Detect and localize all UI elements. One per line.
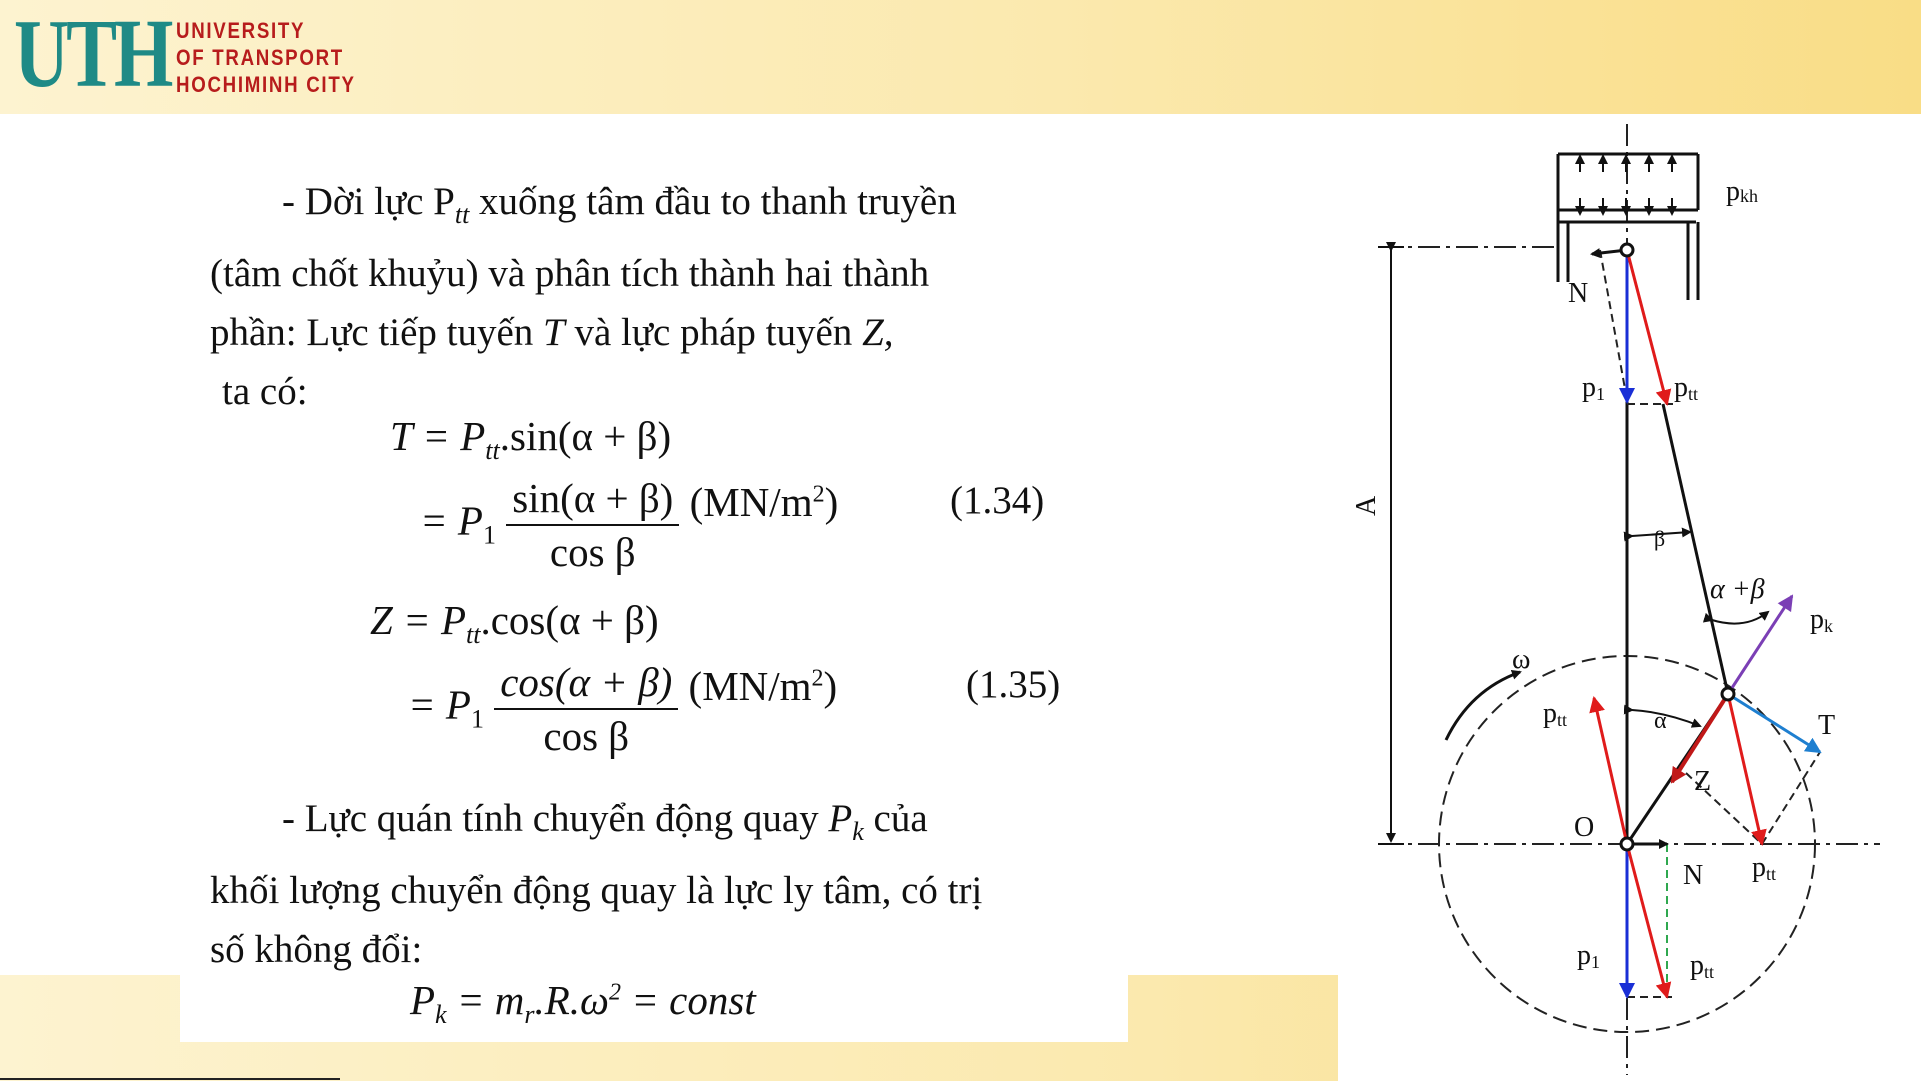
- ptt-bottom-arrow: [1627, 844, 1667, 997]
- label-ptt-left: ptt: [1543, 698, 1568, 730]
- eq135-lhs: Z = P: [370, 597, 467, 643]
- label-p1-top: p1: [1582, 372, 1605, 404]
- T-arrow: [1728, 694, 1820, 752]
- label-alpha-beta: α +β: [1710, 574, 1765, 605]
- eq135-lhs-rest: .cos(α + β): [480, 597, 659, 643]
- p2-Pk-sub: k: [852, 816, 864, 846]
- label-omega: ω: [1512, 644, 1531, 675]
- label-beta: β: [1654, 526, 1666, 551]
- p1-line3a: phần: Lực tiếp tuyến: [210, 310, 534, 354]
- logo-line-university: UNIVERSITY: [176, 18, 306, 43]
- p2-line1c: của: [873, 797, 928, 840]
- label-N-top: N: [1568, 278, 1589, 309]
- alpha-beta-arc: [1712, 612, 1768, 624]
- eq135-prefix-sub: 1: [470, 704, 484, 734]
- label-ptt-bottom: ptt: [1690, 950, 1715, 982]
- eq134-den: cos β: [549, 529, 636, 575]
- logo-line-transport: OF TRANSPORT: [176, 45, 344, 70]
- p1-line2: (tâm chốt khuỷu) và phân tích thành hai thành: [210, 251, 930, 295]
- label-p1-bottom: p1: [1577, 940, 1600, 972]
- eq135-unit: $(MN/m^2)$: [688, 663, 838, 710]
- eq134-prefix-sub: 1: [482, 520, 496, 550]
- p1-Z: Z,: [862, 310, 894, 354]
- omega-arrow: [1446, 672, 1520, 740]
- crank-force-diagram: [1338, 114, 1921, 1081]
- eq135-lhs-sub: tt: [466, 620, 481, 650]
- p2-line2: khối lượng chuyển động quay là lực ly tâm, có trị: [210, 868, 983, 912]
- uth-logo-mark: UTH: [14, 0, 171, 108]
- label-N-bottom: N: [1683, 860, 1704, 891]
- ptt-right-arrow: [1728, 694, 1762, 844]
- label-alpha: α: [1654, 708, 1667, 734]
- piston-pin: [1621, 244, 1633, 256]
- p1-line3b: và lực pháp tuyến: [574, 310, 853, 354]
- eq135-den: cos β: [543, 713, 630, 759]
- crank-pin: [1722, 688, 1734, 700]
- eq134-line1: [390, 412, 671, 466]
- eq135-number: (1.35): [966, 663, 1061, 706]
- paragraph-2: [210, 789, 1080, 979]
- connecting-rod: [1663, 404, 1728, 694]
- crank-center: [1621, 838, 1633, 850]
- logo-line-city: HOCHIMINH CITY: [176, 72, 356, 97]
- label-ptt-right: ptt: [1752, 852, 1777, 884]
- p1-T: T: [543, 310, 565, 354]
- eq-pk: $P_k = m_r.R.\omega^2$ = const: [410, 977, 756, 1030]
- bottom-rule: [0, 1078, 340, 1080]
- label-pk: pk: [1810, 604, 1833, 636]
- label-O: O: [1574, 812, 1595, 843]
- eq134-lhs-rest: .sin(α + β): [499, 413, 672, 459]
- label-A: A: [1351, 495, 1382, 516]
- eq134-number: (1.34): [950, 479, 1045, 522]
- eq134-num: sin(α + β): [506, 474, 679, 526]
- paragraph-1: [210, 172, 1080, 421]
- p2-Pk: P: [828, 797, 853, 840]
- eq134-prefix: = P: [420, 497, 483, 544]
- p2-line1a: - Lực quán tính chuyển động quay: [282, 797, 819, 840]
- ptt-left-arrow: [1594, 698, 1627, 844]
- eq135-line1: [370, 596, 659, 650]
- p1-line1b: xuống tâm đầu to thanh truyền: [479, 180, 957, 223]
- eq134-fraction: [506, 474, 679, 576]
- eq135-line2: [408, 658, 837, 760]
- pk-arrow: [1728, 596, 1792, 694]
- label-pkh: pkh: [1726, 176, 1758, 207]
- label-Z: Z: [1694, 766, 1712, 797]
- p1-line1a: - Dời lực P: [282, 180, 455, 223]
- p2-line3: số không đổi:: [210, 927, 423, 971]
- diagram-svg: [1338, 114, 1921, 1081]
- eq134-lhs-sub: tt: [485, 436, 500, 466]
- eq135-fraction: [494, 658, 678, 760]
- ptt-top-arrow: [1627, 250, 1667, 404]
- p1-sub-tt: tt: [454, 199, 470, 229]
- eq135-num: cos(α + β): [494, 658, 678, 710]
- eq134-line2: [420, 474, 838, 576]
- label-T: T: [1818, 710, 1836, 741]
- p1-line4: ta có:: [222, 369, 308, 413]
- header-banner: [0, 0, 1921, 114]
- eq134-unit: $(MN/m^2)$: [689, 479, 839, 526]
- uth-logo-text: [176, 17, 387, 98]
- eq134-lhs: T = P: [390, 413, 486, 459]
- gas-pressure-arrows: [1580, 156, 1672, 214]
- eq135-prefix: = P: [408, 681, 471, 728]
- label-ptt-top: ptt: [1674, 372, 1699, 404]
